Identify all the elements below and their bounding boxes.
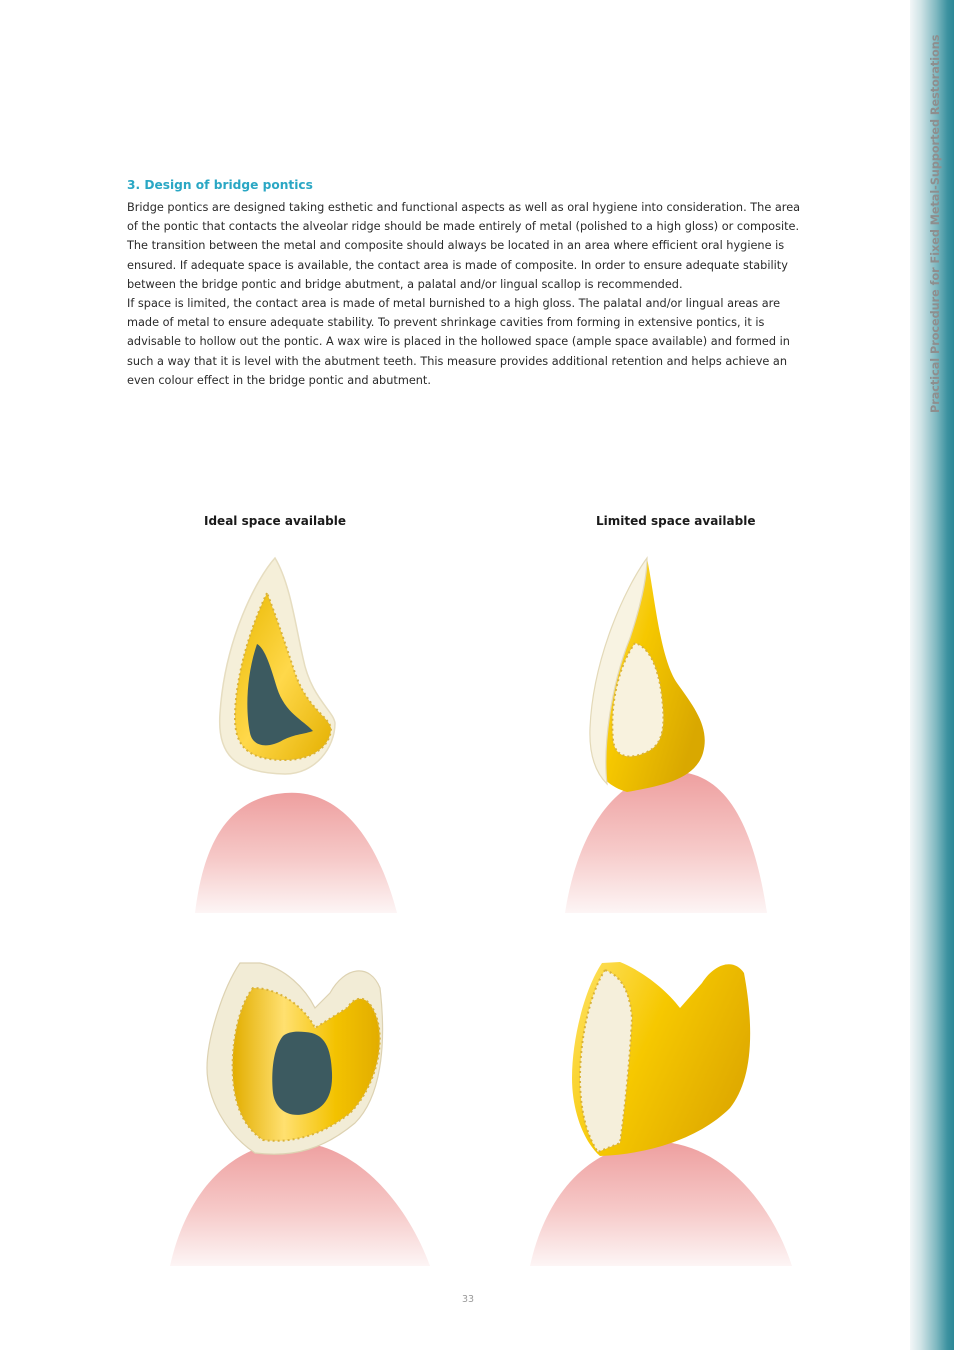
page-number: 33 (461, 1294, 475, 1305)
gingiva-shape (565, 772, 767, 913)
gingiva-shape (530, 1142, 792, 1266)
illustration-posterior-limited (530, 948, 800, 1268)
gingiva-shape (170, 1142, 430, 1266)
paragraph-limited-space: If space is limited, the contact area is made of metal burnished to a high gloss. The palatal and/or lingual areas are made of metal to ensure adequate stability. To prevent shrinkage cavities from forming in extensive pontics, it is advisable to hollow out the pontic. A wax wire is placed in the hollowed space (ample space available) and formed in such a way that it is level with the abutment teeth. This measure provides additional retention and helps achieve an even colour effect in the bridge pontic and abutment. (127, 297, 790, 387)
paragraph-ideal-space: Bridge pontics are designed taking esthetic and functional aspects as well as oral hygiene into consideration. The area of the pontic that contacts the alveolar ridge should be made entirely of metal (polished to a high gloss) or composite. The transition between the metal and composite should always be located in an area where efficient oral hygiene is ensured. If adequate space is available, the contact area is made of composite. In order to ensure adequate stability between the bridge pontic and bridge abutment, a palatal and/or lingual scallop is recommended. (127, 201, 801, 291)
hollow-core (272, 1032, 332, 1115)
illustration-anterior-ideal (135, 548, 435, 913)
label-limited-space: Limited space available (596, 514, 756, 528)
gingiva-shape (195, 793, 397, 913)
running-title-text: Practical Procedure for Fixed Metal-Supported Restorations (929, 34, 942, 413)
illustration-posterior-ideal (165, 948, 435, 1268)
label-ideal-space: Ideal space available (204, 514, 347, 528)
section-heading: 3. Design of bridge pontics (127, 178, 313, 192)
illustration-anterior-limited (535, 548, 835, 913)
section-body (127, 198, 809, 390)
